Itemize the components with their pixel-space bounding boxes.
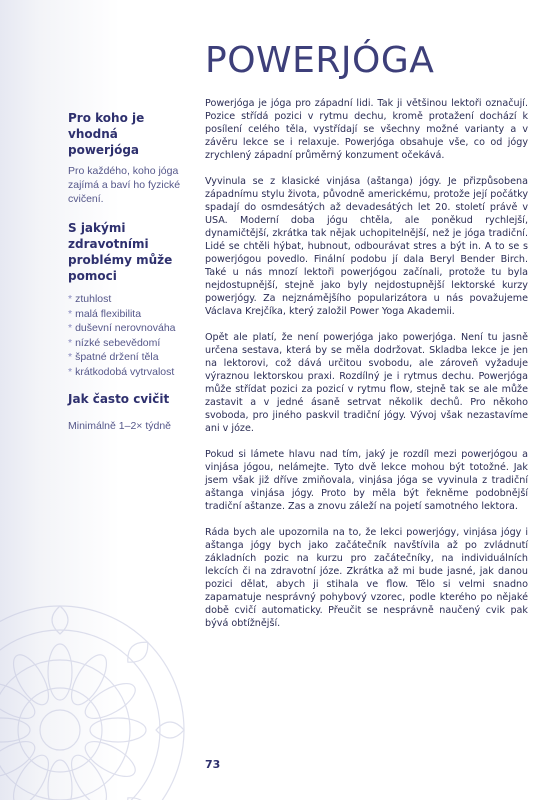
list-item-label: špatné držení těla [75, 351, 159, 363]
list-item-label: malá flexibilita [75, 307, 142, 320]
mandala-ornament [0, 600, 190, 800]
bullet-icon: * [68, 365, 73, 378]
list-item-label: nízké sebevědomí [75, 336, 161, 349]
bullet-icon: * [68, 293, 73, 305]
sidebar-heading-frequency: Jak často cvičit [68, 392, 170, 406]
sidebar-text-frequency: Minimálně 1–2× týdně [68, 420, 172, 432]
sidebar-heading-problems: S jakými zdravotními problémy může pomoci [68, 221, 173, 283]
bullet-icon: * [68, 307, 73, 320]
list-item [68, 365, 186, 380]
list-item [68, 336, 186, 351]
page-number: 73 [205, 758, 221, 771]
sidebar-heading-who: Pro koho je vhodná powerjóga [68, 111, 145, 157]
list-item [68, 292, 186, 307]
paragraph-1: Powerjóga je jóga pro západní lidi. Tak ji většinou lektoři označují. Pozice střídá pozici v rytmu dechu, kromě protažení dochází k posílení celého těla, vystřídají se všechny možné varianty a v závěru lekce se i relaxuje. Powerjóga obsahuje vše, co od jógy zrychlený západní průměrný konzument očekává. [205, 98, 528, 161]
paragraph-2: Vyvinula se z klasické vinjása (aštanga) jógy. Je přizpůsobena západnímu stylu života, původně americkému, protože její počátky spadají do osmdesátých až devadesátých let 20. století právě v USA. Moderní doba jógu chtěla, ale poněkud rychlejší, dynamičtější, zkrátka tak nějak uchopitelnější, než je jóga tradiční. Lidé se chtěli hýbat, hubnout, odbourávat stres a být in. A to se s powerjógou povedlo. Finální podobu jí dala Beryl Bender Birch. Také u nás mnozí lektoři powerjógou začínali, protože tu byla nejdostupnější, stejně jako byly nejdostupnější lektorské kurzy powerjógy. Za nejznámějšího popularizátora u nás považujeme Václava Krejčíka, který založil Power Yoga Akademii. [205, 176, 528, 317]
paragraph-4: Pokud si lámete hlavu nad tím, jaký je rozdíl mezi powerjógou a vinjása jógou, nelámejte. Tyto dvě lekce mohou být totožné. Jak jsem však již dříve zmiňovala, vinjása jóga se vyvinula z tradiční aštanga vinjása jógy. Proto by měla být řekněme podobnější tradiční aštanze. Zas a znovu záleží na pojetí samotného lektora. [205, 449, 528, 512]
sidebar-text-who: Pro každého, koho jóga zajímá a baví ho fyzické cvičení. [68, 165, 181, 205]
bullet-icon: * [68, 336, 73, 349]
list-item-label: krátkodobá vytrvalost [75, 365, 175, 378]
list-item [68, 350, 186, 365]
list-item-label: ztuhlost [75, 293, 112, 305]
page-title: POWERJÓGA [205, 40, 435, 81]
sidebar [68, 110, 186, 433]
list-item [68, 307, 186, 322]
bullet-icon: * [68, 351, 73, 363]
paragraph-5: Ráda bych ale upozornila na to, že lekci powerjógy, vinjása jógy i aštanga jógy bych jako začátečník navštívila až po zvládnutí základních pozic na kurzu pro začátečníky, na individuálních lekcích či na zdravotní józe. Zkrátka až mi bude jasné, jak danou pozici dělat, abych ji stihala ve flow. Tělo si velmi snadno zapamatuje nesprávný pohybový vzorec, podle kterého po nějaké době cvičí automaticky. Přeučit se nesprávně naučený cvik pak bývá obtížnější. [205, 527, 528, 629]
list-item [68, 321, 186, 336]
bullet-icon: * [68, 322, 73, 334]
main-text [205, 97, 528, 643]
paragraph-3: Opět ale platí, že není powerjóga jako powerjóga. Není tu jasně určena sestava, která by se měla dodržovat. Skladba lekce je jen na lektorovi, což dává určitou svobodu, ale zároveň vyžaduje výraznou lektorskou praxi. Rozdílný je i rytmus dechu. Powerjóga může střídat pozici za pozicí v rytmu flow, stejně tak se ale může zastavit a v jedné ásaně setrvat několik dechů. Pro někoho svoboda, pro jiného paskvil tradiční jógy. Vývoj však nezastavíme ani v józe. [205, 332, 528, 434]
sidebar-problem-list [68, 292, 186, 379]
list-item-label: duševní nerovnováha [75, 322, 176, 334]
